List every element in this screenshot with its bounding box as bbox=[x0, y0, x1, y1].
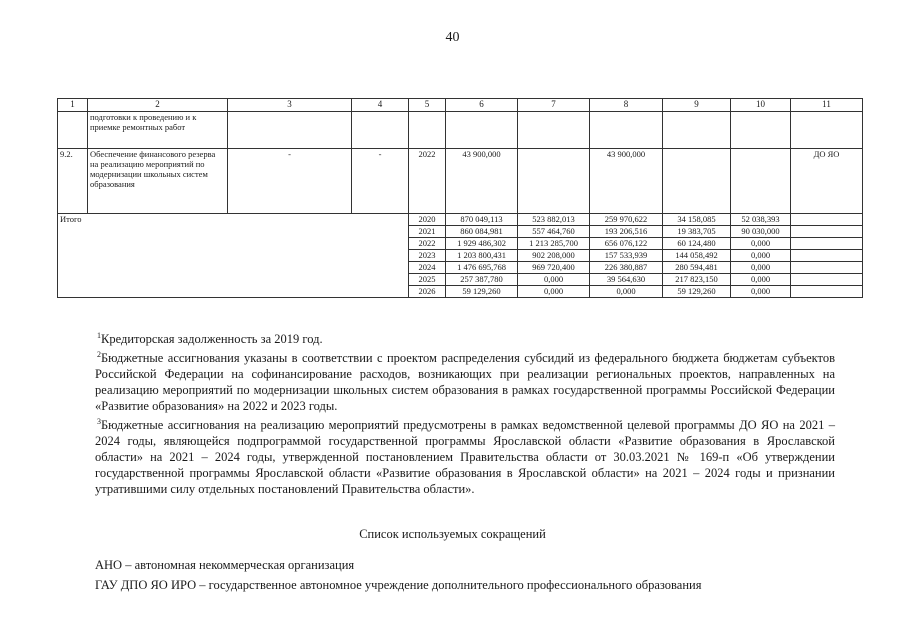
continuation-text: подготовки к проведению и к приемке ремонтных работ bbox=[88, 112, 228, 149]
itogo-cell-c8: 39 564,630 bbox=[590, 274, 663, 286]
itogo-cell-c8: 656 076,122 bbox=[590, 238, 663, 250]
row-executor: ДО ЯО bbox=[791, 149, 863, 214]
header-cell: 1 bbox=[58, 99, 88, 112]
itogo-cell-c6: 1 476 695,768 bbox=[446, 262, 518, 274]
itogo-cell-year: 2020 bbox=[409, 214, 446, 226]
header-cell: 11 bbox=[791, 99, 863, 112]
itogo-cell-executor bbox=[791, 226, 863, 238]
header-cell: 6 bbox=[446, 99, 518, 112]
header-cell: 9 bbox=[663, 99, 731, 112]
itogo-cell-c7: 969 720,400 bbox=[518, 262, 590, 274]
itogo-cell-c10: 0,000 bbox=[731, 262, 791, 274]
abbreviations-title: Список используемых сокращений bbox=[359, 527, 546, 541]
row-total: 43 900,000 bbox=[446, 149, 518, 214]
itogo-cell-c7: 557 464,760 bbox=[518, 226, 590, 238]
itogo-cell-c9: 34 158,085 bbox=[663, 214, 731, 226]
itogo-cell-c10: 0,000 bbox=[731, 238, 791, 250]
footnote-mark: 3 bbox=[97, 417, 101, 427]
itogo-cell-c9: 60 124,480 bbox=[663, 238, 731, 250]
itogo-cell-year: 2023 bbox=[409, 250, 446, 262]
header-cell: 3 bbox=[228, 99, 352, 112]
itogo-cell-c7: 902 208,000 bbox=[518, 250, 590, 262]
footnote-mark: 2 bbox=[97, 350, 101, 360]
footnotes bbox=[95, 328, 835, 497]
itogo-cell-executor bbox=[791, 262, 863, 274]
row-col3: - bbox=[228, 149, 352, 214]
itogo-cell-year: 2026 bbox=[409, 286, 446, 298]
row-regional: 43 900,000 bbox=[590, 149, 663, 214]
itogo-cell-c8: 0,000 bbox=[590, 286, 663, 298]
itogo-cell-c6: 257 387,780 bbox=[446, 274, 518, 286]
itogo-cell-c8: 226 380,887 bbox=[590, 262, 663, 274]
itogo-cell-c9: 217 823,150 bbox=[663, 274, 731, 286]
itogo-cell-c8: 157 533,939 bbox=[590, 250, 663, 262]
header-cell: 4 bbox=[352, 99, 409, 112]
itogo-cell-c7: 1 213 285,700 bbox=[518, 238, 590, 250]
itogo-cell-c10: 52 038,393 bbox=[731, 214, 791, 226]
itogo-cell-c6: 1 203 800,431 bbox=[446, 250, 518, 262]
funding-table bbox=[57, 98, 863, 298]
itogo-cell-c9: 59 129,260 bbox=[663, 286, 731, 298]
itogo-cell-executor bbox=[791, 238, 863, 250]
itogo-cell-c6: 59 129,260 bbox=[446, 286, 518, 298]
itogo-cell-c9: 19 383,705 bbox=[663, 226, 731, 238]
itogo-row bbox=[58, 214, 863, 226]
itogo-cell-c7: 523 882,013 bbox=[518, 214, 590, 226]
table-row-9-2 bbox=[58, 149, 863, 214]
itogo-cell-c10: 0,000 bbox=[731, 250, 791, 262]
footnote-text: Бюджетные ассигнования на реализацию мероприятий предусмотрены в рамках ведомственной целевой программы ДО ЯО на 2021 – 2024 годы, являющейся подпрограммой государственной программы Ярославской области «Развитие образования в Ярославской области» на 2021 – 2024 годы, утвержденной постановлением Правительства области от 30.03.2021 № 169-п «Об утверждении государственной программы Ярославской области «Развитие образования в Ярославской области» на 2021 – 2024 годы и признании утратившими силу отдельных постановлений Правительства области». bbox=[95, 418, 835, 497]
itogo-cell-c7: 0,000 bbox=[518, 286, 590, 298]
itogo-cell-c8: 259 970,622 bbox=[590, 214, 663, 226]
footnote-text: Кредиторская задолженность за 2019 год. bbox=[101, 332, 323, 347]
footnote-mark: 1 bbox=[97, 331, 101, 340]
itogo-cell-c10: 90 030,000 bbox=[731, 226, 791, 238]
footnote-1 bbox=[95, 328, 835, 347]
row-col10 bbox=[731, 149, 791, 214]
row-federal bbox=[518, 149, 590, 214]
header-cell: 7 bbox=[518, 99, 590, 112]
row-col4: - bbox=[352, 149, 409, 214]
row-number: 9.2. bbox=[58, 149, 88, 214]
page-number: 40 bbox=[445, 30, 460, 45]
itogo-cell-c8: 193 206,516 bbox=[590, 226, 663, 238]
itogo-cell-year: 2025 bbox=[409, 274, 446, 286]
itogo-cell-executor bbox=[791, 274, 863, 286]
abbreviation-item: ГАУ ДПО ЯО ИРО – государственное автономное учреждение дополнительного профессионального образования bbox=[95, 578, 702, 592]
itogo-cell-year: 2021 bbox=[409, 226, 446, 238]
itogo-cell-c9: 280 594,481 bbox=[663, 262, 731, 274]
header-cell: 5 bbox=[409, 99, 446, 112]
table-row-continuation bbox=[58, 112, 863, 149]
itogo-cell-executor bbox=[791, 250, 863, 262]
header-cell: 2 bbox=[88, 99, 228, 112]
row-col9 bbox=[663, 149, 731, 214]
footnote-3 bbox=[95, 414, 835, 497]
itogo-cell-year: 2022 bbox=[409, 238, 446, 250]
footnote-2 bbox=[95, 347, 835, 414]
itogo-cell-c10: 0,000 bbox=[731, 274, 791, 286]
itogo-cell-executor bbox=[791, 286, 863, 298]
itogo-label: Итого bbox=[58, 214, 409, 298]
itogo-cell-c9: 144 058,492 bbox=[663, 250, 731, 262]
itogo-cell-c6: 1 929 486,302 bbox=[446, 238, 518, 250]
table-header-row bbox=[58, 99, 863, 112]
abbreviation-item: АНО – автономная некоммерческая организация bbox=[95, 558, 355, 572]
itogo-cell-c7: 0,000 bbox=[518, 274, 590, 286]
header-cell: 8 bbox=[590, 99, 663, 112]
itogo-cell-executor bbox=[791, 214, 863, 226]
itogo-cell-year: 2024 bbox=[409, 262, 446, 274]
footnote-text: Бюджетные ассигнования указаны в соответствии с проектом распределения субсидий из федерального бюджета бюджетам субъектов Российской Федерации на софинансирование расходов, возникающих при реализации региональных проектов, направленных на реализацию мероприятий по модернизации школьных систем образования в рамках государственной программы Российской Федерации «Развитие образования» на 2022 и 2023 годы. bbox=[95, 351, 835, 414]
row-year: 2022 bbox=[409, 149, 446, 214]
itogo-cell-c6: 860 084,981 bbox=[446, 226, 518, 238]
itogo-cell-c6: 870 049,113 bbox=[446, 214, 518, 226]
row-name: Обеспечение финансового резерва на реализацию мероприятий по модернизации школьных систем образования bbox=[88, 149, 228, 214]
itogo-cell-c10: 0,000 bbox=[731, 286, 791, 298]
header-cell: 10 bbox=[731, 99, 791, 112]
